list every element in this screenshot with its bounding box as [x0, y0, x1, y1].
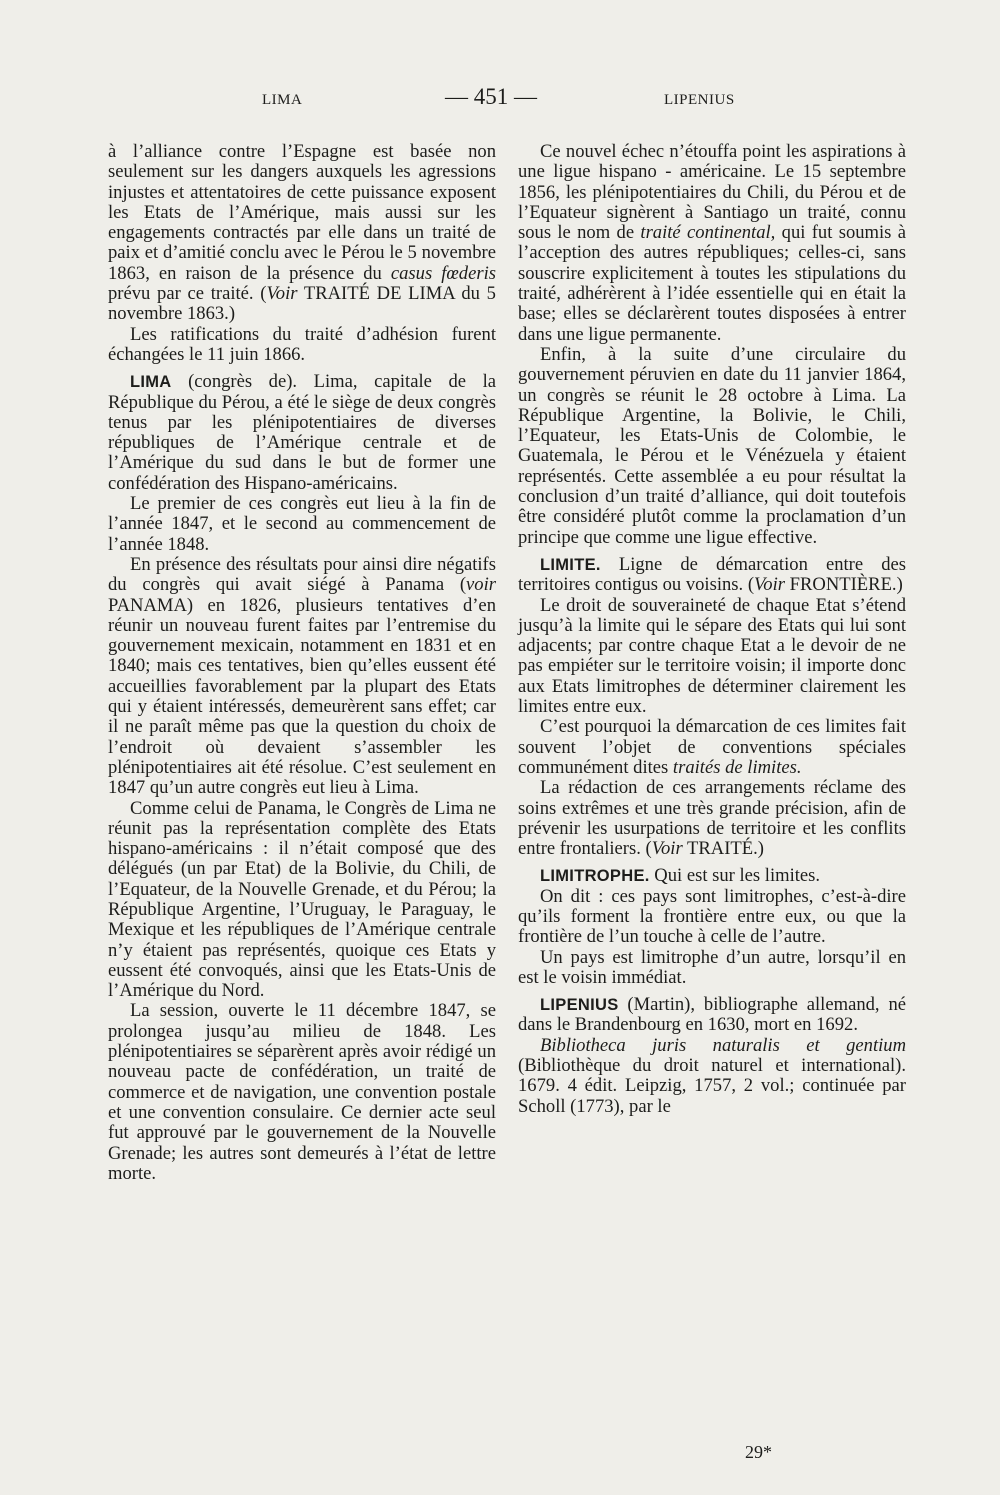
- text-run: voir: [466, 574, 496, 596]
- dictionary-entry: [108, 372, 496, 494]
- paragraph: [108, 494, 496, 555]
- text-run: La rédaction de ces arrangements réclame des soins extrêmes et une très grande précision, afin de prévenir les usurpations de territoire et les conflits entre frontaliers. (: [518, 777, 906, 860]
- text-run: Voir: [266, 283, 298, 305]
- paragraph: [518, 778, 906, 859]
- text-run: PANAMA) en 1826, plusieurs tentatives d’en réunir un nouveau furent faites par l’entremise du gouvernement mexicain, notamment en 1831 et en 1840; mais ces tentatives, bien qu’elles eussent été accueillies favorablement par la plupart des Etats qui y étaient intéressés, demeurèrent sans effet; car il ne paraît même pas que la question du choix de l’endroit où devaient s’assembler les plénipotentiaires ait été résolue. C’est seulement en 1847 qu’un autre congrès eut lieu à Lima.: [108, 594, 496, 799]
- text-run: Les ratifications du traité d’adhésion furent échangées le 11 juin 1866.: [108, 323, 496, 365]
- text-run: Un pays est limitrophe d’un autre, lorsqu’il en est le voisin immédiat.: [518, 946, 906, 988]
- text-run: En présence des résultats pour ainsi dire négatifs du congrès qui avait siégé à Panama (: [108, 553, 496, 596]
- header-left-word: LIMA: [262, 92, 303, 108]
- paragraph: [108, 555, 496, 799]
- paragraph: [518, 1036, 906, 1117]
- page-number: — 451 —: [445, 84, 537, 109]
- text-run: C’est pourquoi la démarcation de ces limites fait souvent l’objet de conventions spéciales communément dites: [518, 716, 906, 778]
- entry-headword: LIMITE.: [540, 555, 601, 574]
- text-run: Enfin, à la suite d’une circulaire du gouvernement péruvien en date du 11 janvier 1864, un congrès se réunit le 28 octobre à Lima. La République Argentine, la Bolivie, le Chili, l’Equateur, les Etats-Unis de Colombie, le Guatemala, le Pérou et le Vénézuela y étaient représentés. Cette assemblée a eu pour résultat la conclusion d’un traité d’alliance, qui doit toutefois être considéré plutôt comme la proclamation d’un principe que comme une ligue effective.: [518, 343, 906, 548]
- right-text-column: [518, 142, 906, 1117]
- text-run: prévu par ce traité. (: [108, 283, 267, 305]
- text-run: Bibliotheca juris naturalis et gentium: [540, 1034, 906, 1056]
- text-run: La session, ouverte le 11 décembre 1847, se prolongea jusqu’au milieu de 1848. Les plénipotentiaires se séparèrent après avoir rédigé un nouveau pacte de confédération, un traité de commerce et de navigation, une convention postale et une convention consulaire. Ce dernier acte seul fut approuvé par le gouvernement de la Nouvelle Grenade; les autres sont demeurés à l’état de lettre morte.: [108, 1000, 496, 1184]
- paragraph: [518, 717, 906, 778]
- header-right-word: LIPENIUS: [664, 92, 735, 108]
- text-run: TRAITÉ.): [682, 838, 764, 860]
- text-run: Voir: [651, 838, 683, 860]
- text-run: qui fut soumis à l’acception des autres républiques; celles-ci, sans souscrire explicitement à toutes les stipulations du traité, adhérèrent à l’idée essentielle qui en était la base; elles se déclarèrent toutes disposées à entrer dans une ligue permanente.: [518, 222, 906, 345]
- signature-mark: 29*: [745, 1442, 772, 1462]
- text-run: (Martin), bibliographe allemand, né dans le Brandenbourg en 1630, mort en 1692.: [518, 994, 906, 1036]
- text-run: Le premier de ces congrès eut lieu à la fin de l’année 1847, et le second au commencement de l’année 1848.: [108, 493, 496, 555]
- paragraph: [518, 887, 906, 948]
- paragraph: [518, 345, 906, 548]
- text-run: Voir: [754, 574, 786, 596]
- text-run: On dit : ces pays sont limitrophes, c’est-à-dire qu’ils forment la frontière entre eux, ou que la frontière de l’un touche à celle de l’autre.: [518, 885, 906, 948]
- running-header: [0, 84, 1000, 120]
- paragraph: [108, 142, 496, 325]
- dictionary-entry: [518, 995, 906, 1036]
- left-text-column: [108, 142, 496, 1184]
- text-run: casus fœderis: [390, 262, 496, 284]
- text-run: (Bibliothèque du droit naturel et international). 1679. 4 édit. Leipzig, 1757, 2 vol.; continuée par Scholl (1773), par le: [518, 1055, 906, 1117]
- text-run: traités de limites.: [672, 756, 802, 778]
- text-run: Ligne de démarcation entre des territoires contigus ou voisins. (: [518, 553, 906, 596]
- dictionary-entry: [518, 555, 906, 596]
- entry-headword: LIMITROPHE.: [540, 867, 650, 886]
- paragraph: [108, 1001, 496, 1184]
- paragraph: [108, 325, 496, 366]
- text-run: FRONTIÈRE.): [785, 574, 903, 596]
- dictionary-entry: [518, 866, 906, 886]
- text-run: Qui est sur les limites.: [649, 865, 821, 887]
- paragraph: [108, 799, 496, 1002]
- paragraph: [518, 948, 906, 989]
- text-run: Ce nouvel échec n’étouffa point les aspirations à une ligue hispano - américaine. Le 15 septembre 1856, les plénipotentiaires du Chili, du Pérou et de l’Equateur signèrent à Santiago un traité, connu sous le nom de: [518, 141, 906, 244]
- entry-headword: LIMA: [130, 373, 172, 392]
- text-run: TRAITÉ DE LIMA du 5 novembre 1863.): [108, 283, 496, 325]
- text-run: Comme celui de Panama, le Congrès de Lima ne réunit pas la représentation complète des Etats hispano-américains : il n’était composé que des délégués (un par Etat) de la Bolivie, du Chili, de l’Equateur, de la Nouvelle Grenade, et du Pérou; la République Argentine, l’Uruguay, le Paraguay, le Mexique et les républiques de l’Amérique centrale n’y étaient pas représentés, quoique ces Etats y eussent été convoqués, ainsi que les Etats-Unis de l’Amérique du Nord.: [108, 797, 496, 1002]
- text-run: à l’alliance contre l’Espagne est basée non seulement sur les dangers auxquels les agressions injustes et attentatoires de cette puissance exposent les Etats de l’Amérique, mais aussi sur les engagements contractés par elle dans un traité de paix et d’amitié conclu avec le Pérou le 5 novembre 1863, en raison de la présence du: [108, 141, 496, 284]
- text-run: traité continental,: [640, 222, 776, 244]
- text-run: Le droit de souveraineté de chaque Etat s’étend jusqu’à la limite qui le sépare des Etats qui lui sont adjacents; par contre chaque Etat a le devoir de ne pas empiéter sur le territoire voisin; il importe donc aux Etats limitrophes de déterminer clairement les limites entre eux.: [518, 594, 906, 718]
- paragraph: [518, 142, 906, 345]
- paragraph: [518, 596, 906, 718]
- entry-headword: LIPENIUS: [540, 996, 619, 1015]
- text-run: (congrès de). Lima, capitale de la République du Pérou, a été le siège de deux congrès tenus par les plénipotentiaires de diverses républiques de l’Amérique centrale et de l’Amérique du sud dans le but de former une confédération des Hispano-américains.: [108, 371, 496, 494]
